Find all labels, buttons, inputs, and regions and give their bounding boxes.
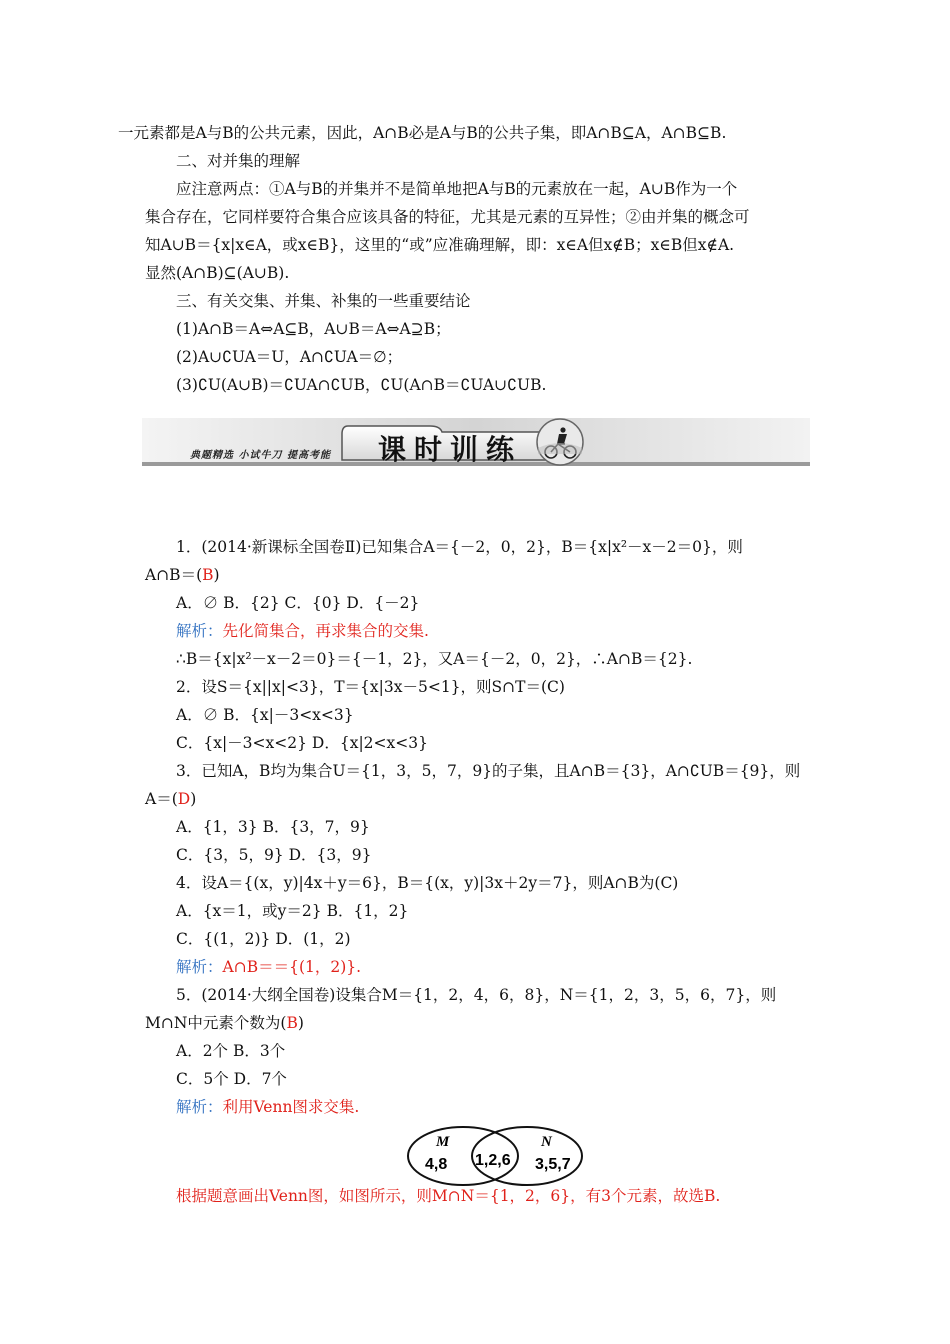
q4-analysis: 解析：A∩B＝＝{(1，2)}. [176, 958, 362, 976]
q1-analysis: 解析：先化简集合，再求集合的交集. [176, 622, 429, 640]
q3-answer: D [177, 790, 191, 808]
q5-options-1: A．2个 B．3个 [176, 1042, 286, 1060]
section2-title: 二、对并集的理解 [176, 152, 301, 170]
q2-options-2: C．{x|－3<x<2} D．{x|2<x<3} [176, 734, 428, 752]
q1-stem-line-2: A∩B＝(B) [145, 566, 220, 584]
conclusion-1: (1)A∩B＝A⇔A⊆B，A∪B＝A⇔A⊇B； [176, 320, 451, 338]
q3-stem-line-2: A＝(D) [145, 790, 197, 808]
q3-options-2: C．{3，5，9} D．{3，9} [176, 846, 372, 864]
venn-m-label: M [436, 1134, 450, 1150]
q1-stem-line-1: 1．(2014·新课标全国卷Ⅱ)已知集合A＝{－2，0，2}，B＝{x|x²－x－2＝0}，则 [176, 538, 743, 556]
q5-stem-line-2: M∩N中元素个数为(B) [145, 1014, 304, 1032]
q5-analysis: 解析：利用Venn图求交集. [176, 1098, 360, 1116]
q4-options-1: A．{x＝1，或y＝2} B．{1，2} [176, 902, 409, 920]
venn-diagram [403, 1122, 587, 1190]
q2-options-1: A．∅ B．{x|－3<x<3} [176, 706, 354, 724]
venn-n-only: 3,5,7 [535, 1156, 571, 1173]
conclusion-2: (2)A∪∁UA＝U，A∩∁UA＝∅； [176, 348, 403, 366]
q3-stem-line-1: 3．已知A，B均为集合U＝{1，3，5，7，9}的子集，且A∩B＝{3}，A∩∁UB＝{9}，则 [176, 762, 801, 780]
q2-stem: 2．设S＝{x||x|<3}，T＝{x|3x－5<1}，则S∩T＝(C) [176, 678, 565, 696]
intro-line-2: 应注意两点：①A与B的并集并不是简单地把A与B的元素放在一起，A∪B作为一个 [176, 180, 738, 198]
q5-options-2: C．5个 D．7个 [176, 1070, 287, 1088]
q1-answer: B [202, 566, 214, 584]
q1-solution: ∴B＝{x|x²－x－2＝0}＝{－1，2}，又A＝{－2，0，2}，∴A∩B＝{2}. [176, 650, 693, 668]
intro-line-1: 一元素都是A与B的公共元素，因此，A∩B必是A与B的公共子集，即A∩B⊆A，A∩B⊆B. [118, 124, 727, 142]
q5-conclusion: 根据题意画出Venn图，如图所示，则M∩N＝{1，2，6}，有3个元素，故选B. [176, 1187, 721, 1205]
intro-line-5: 显然(A∩B)⊆(A∪B). [145, 264, 290, 282]
q4-stem: 4．设A＝{(x，y)|4x＋y＝6}，B＝{(x，y)|3x＋2y＝7}，则A∩B为(C) [176, 874, 679, 892]
venn-n-label: N [541, 1134, 552, 1150]
section3-title: 三、有关交集、并集、补集的一些重要结论 [176, 292, 471, 310]
venn-both: 1,2,6 [475, 1152, 511, 1169]
q3-options-1: A．{1，3} B．{3，7，9} [176, 818, 370, 836]
q4-options-2: C．{(1，2)} D．(1，2) [176, 930, 351, 948]
banner-subtitle: 典题精选 小试牛刀 提高考能 [190, 450, 331, 461]
q5-stem-line-1: 5．(2014·大纲全国卷)设集合M＝{1，2，4，6，8}，N＝{1，2，3，5，6，7}，则 [176, 986, 777, 1004]
q1-options: A．∅ B．{2} C．{0} D．{－2} [176, 594, 420, 612]
intro-line-4: 知A∪B＝{x|x∈A，或x∈B}，这里的“或”应准确理解，即：x∈A但x∉B；x∈B但x∉A. [145, 236, 735, 254]
intro-line-3: 集合存在，它同样要符合集合应该具备的特征，尤其是元素的互异性；②由并集的概念可 [145, 208, 750, 226]
venn-m-only: 4,8 [425, 1156, 448, 1173]
banner-title: 课时训练 [378, 433, 523, 466]
lesson-banner [142, 408, 810, 470]
q5-answer: B [286, 1014, 298, 1032]
conclusion-3: (3)∁U(A∪B)＝∁UA∩∁UB，∁U(A∩B＝∁UA∪∁UB. [176, 376, 547, 394]
